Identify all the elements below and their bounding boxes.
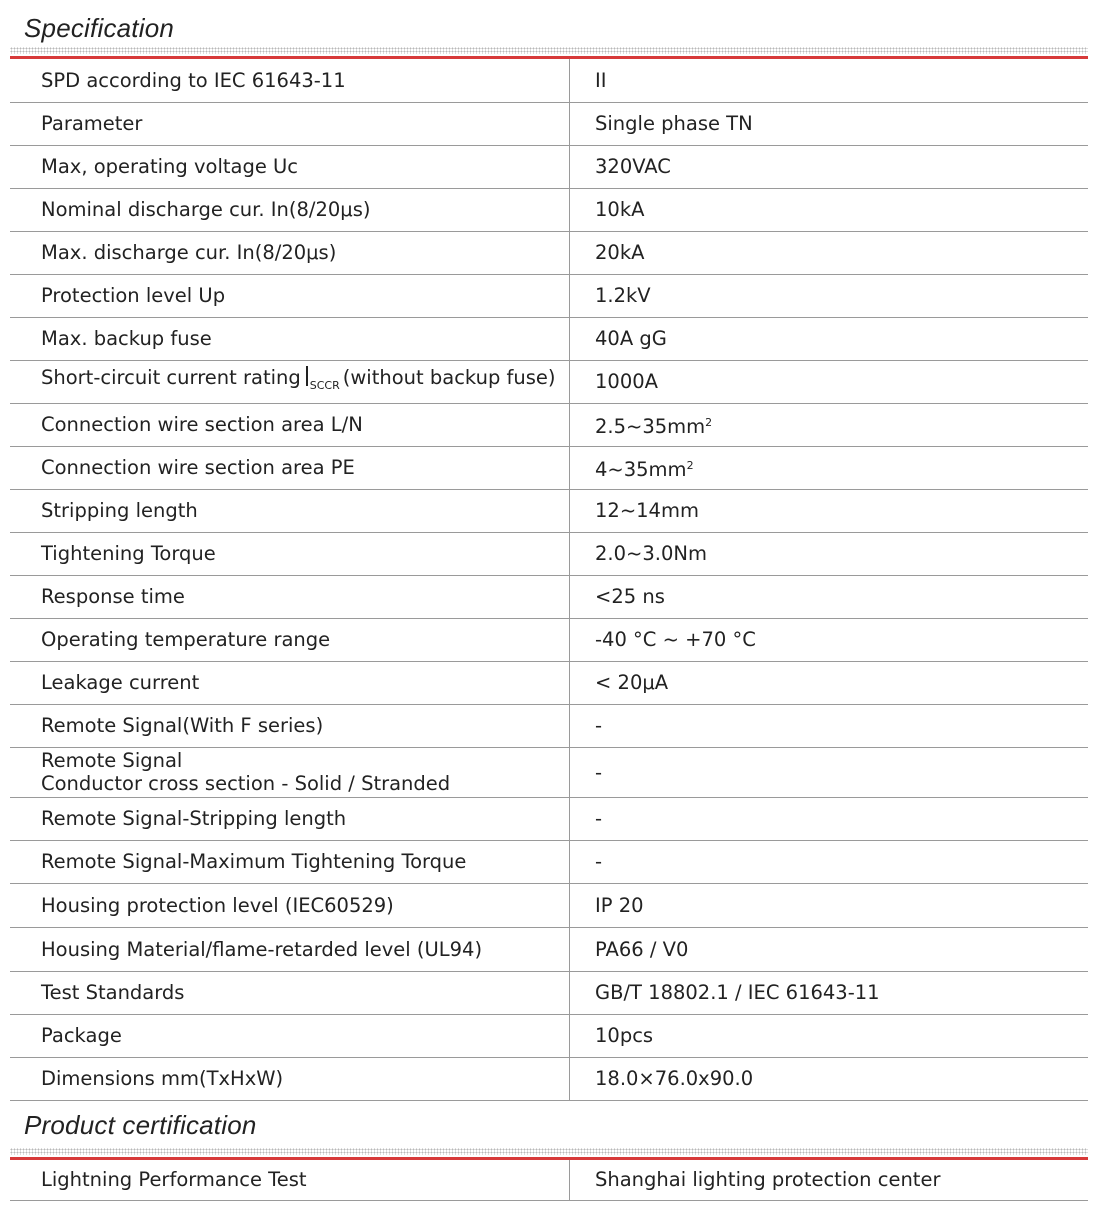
row-label <box>10 532 570 575</box>
row-value <box>570 927 1089 971</box>
label-text: Package <box>41 1024 122 1047</box>
row-label <box>10 971 570 1014</box>
row-label <box>10 446 570 489</box>
table-row <box>10 145 1088 188</box>
row-label <box>10 403 570 446</box>
value-text: Shanghai lighting protection center <box>595 1168 941 1192</box>
label-text: Remote Signal-Maximum Tightening Torque <box>41 850 467 873</box>
label-text: Connection wire section area L/N <box>41 413 363 436</box>
product-certification-title: Product certification <box>24 1110 257 1140</box>
value-text: 10pcs <box>595 1024 654 1047</box>
row-label <box>10 797 570 840</box>
label-text: Tightening Torque <box>41 542 216 565</box>
table-row <box>10 403 1088 446</box>
row-label <box>10 618 570 661</box>
label-text: Protection level Up <box>41 284 226 307</box>
row-label <box>10 1014 570 1057</box>
row-label <box>10 145 570 188</box>
row-value <box>570 1057 1089 1100</box>
value-text: - <box>595 714 603 737</box>
table-row <box>10 188 1088 231</box>
row-value <box>570 446 1089 489</box>
table-row <box>10 1160 1088 1200</box>
table-row <box>10 618 1088 661</box>
table-row <box>10 661 1088 704</box>
value-text: 1.2kV <box>595 284 651 307</box>
label-text: Housing Material/flame-retarded level (UL94) <box>41 937 483 961</box>
row-label <box>10 489 570 532</box>
table-row <box>10 532 1088 575</box>
label-text: Max. discharge cur. In(8/20μs) <box>41 241 337 264</box>
row-label <box>10 661 570 704</box>
value-text: 320VAC <box>595 155 671 178</box>
table-row <box>10 274 1088 317</box>
row-value <box>570 274 1089 317</box>
label-text: (without backup fuse) <box>342 366 556 389</box>
row-label <box>10 59 570 102</box>
certification-table <box>10 1160 1088 1201</box>
row-label <box>10 927 570 971</box>
dotted-divider <box>10 47 1088 54</box>
table-row <box>10 59 1088 102</box>
table-row <box>10 446 1088 489</box>
label-text: Housing protection level (IEC60529) <box>41 893 394 917</box>
row-label <box>10 317 570 360</box>
row-label <box>10 188 570 231</box>
table-row <box>10 1057 1088 1100</box>
row-value <box>570 188 1089 231</box>
row-value <box>570 102 1089 145</box>
row-value <box>570 1160 1089 1200</box>
row-label <box>10 883 570 927</box>
label-text: Leakage current <box>41 671 200 694</box>
row-value <box>570 231 1089 274</box>
table-row <box>10 317 1088 360</box>
table-row <box>10 102 1088 145</box>
row-value <box>570 59 1089 102</box>
table-row <box>10 971 1088 1014</box>
row-value <box>570 575 1089 618</box>
row-value <box>570 797 1089 840</box>
row-label <box>10 1057 570 1100</box>
table-row <box>10 797 1088 840</box>
label-text: Short-circuit current rating <box>41 366 301 389</box>
row-value <box>570 840 1089 883</box>
label-text: Stripping length <box>41 499 198 522</box>
row-label <box>10 1160 570 1200</box>
table-row <box>10 575 1088 618</box>
row-value <box>570 618 1089 661</box>
specification-title: Specification <box>24 13 175 43</box>
table-row <box>10 360 1088 403</box>
label-text: Connection wire section area PE <box>41 456 355 479</box>
table-row <box>10 747 1088 797</box>
value-text: -40 °C ~ +70 °C <box>595 628 756 651</box>
row-label <box>10 840 570 883</box>
value-text: II <box>595 68 607 92</box>
value-text: PA66 / V0 <box>595 937 689 961</box>
label-text: Parameter <box>41 112 143 135</box>
row-value <box>570 532 1089 575</box>
row-label <box>10 102 570 145</box>
table-row <box>10 231 1088 274</box>
value-text: 2.5~35mm <box>595 415 706 438</box>
row-label <box>10 231 570 274</box>
row-label <box>10 575 570 618</box>
row-value <box>570 1014 1089 1057</box>
label-line-2: Conductor cross section - Solid / Stranded <box>41 772 451 795</box>
label-text: Operating temperature range <box>41 628 331 651</box>
value-text: 20kA <box>595 241 645 264</box>
specification-table <box>10 59 1088 1101</box>
table-row <box>10 1014 1088 1057</box>
row-value <box>570 883 1089 927</box>
label-text: Test Standards <box>41 981 185 1004</box>
value-text: 40A gG <box>595 327 667 350</box>
dotted-divider <box>10 1148 1088 1155</box>
value-text: 4~35mm <box>595 458 687 481</box>
row-value <box>570 403 1089 446</box>
label-text: Response time <box>41 585 185 608</box>
value-text: - <box>595 807 603 830</box>
value-superscript: 2 <box>705 416 713 429</box>
row-value <box>570 317 1089 360</box>
value-text: 1000A <box>595 370 658 393</box>
row-value <box>570 489 1089 532</box>
row-label <box>10 274 570 317</box>
table-row <box>10 840 1088 883</box>
row-label <box>10 704 570 747</box>
value-text: 10kA <box>595 198 645 221</box>
label-text: Remote Signal(With F series) <box>41 714 324 737</box>
row-value <box>570 360 1089 403</box>
label-text: Max, operating voltage Uc <box>41 155 299 178</box>
label-text: Dimensions mm(TxHxW) <box>41 1067 284 1090</box>
value-superscript: 2 <box>686 459 694 472</box>
table-row <box>10 489 1088 532</box>
value-text: IP 20 <box>595 893 644 917</box>
label-subscript: SCCR <box>309 379 340 392</box>
label-line-1: Remote Signal <box>41 749 183 772</box>
row-value <box>570 661 1089 704</box>
value-text: Single phase TN <box>595 112 753 135</box>
label-text: Max. backup fuse <box>41 327 212 350</box>
table-row <box>10 704 1088 747</box>
value-text: 2.0~3.0Nm <box>595 542 707 565</box>
value-text: - <box>595 850 603 873</box>
value-text: - <box>595 760 603 784</box>
row-value <box>570 145 1089 188</box>
table-row <box>10 927 1088 971</box>
current-symbol-bar <box>306 366 308 386</box>
table-row <box>10 883 1088 927</box>
row-value <box>570 971 1089 1014</box>
value-text: 12~14mm <box>595 499 699 522</box>
value-text: GB/T 18802.1 / IEC 61643-11 <box>595 981 880 1004</box>
label-text: Lightning Performance Test <box>41 1168 307 1192</box>
value-text: 18.0×76.0x90.0 <box>595 1067 754 1090</box>
row-value <box>570 704 1089 747</box>
row-label <box>10 360 570 403</box>
row-label <box>10 747 570 797</box>
label-text: Nominal discharge cur. In(8/20μs) <box>41 198 371 221</box>
label-text: SPD according to IEC 61643-11 <box>41 68 346 92</box>
value-text: < 20μA <box>595 671 669 694</box>
value-text: <25 ns <box>595 585 665 608</box>
label-text: Remote Signal-Stripping length <box>41 807 347 830</box>
row-value <box>570 747 1089 797</box>
